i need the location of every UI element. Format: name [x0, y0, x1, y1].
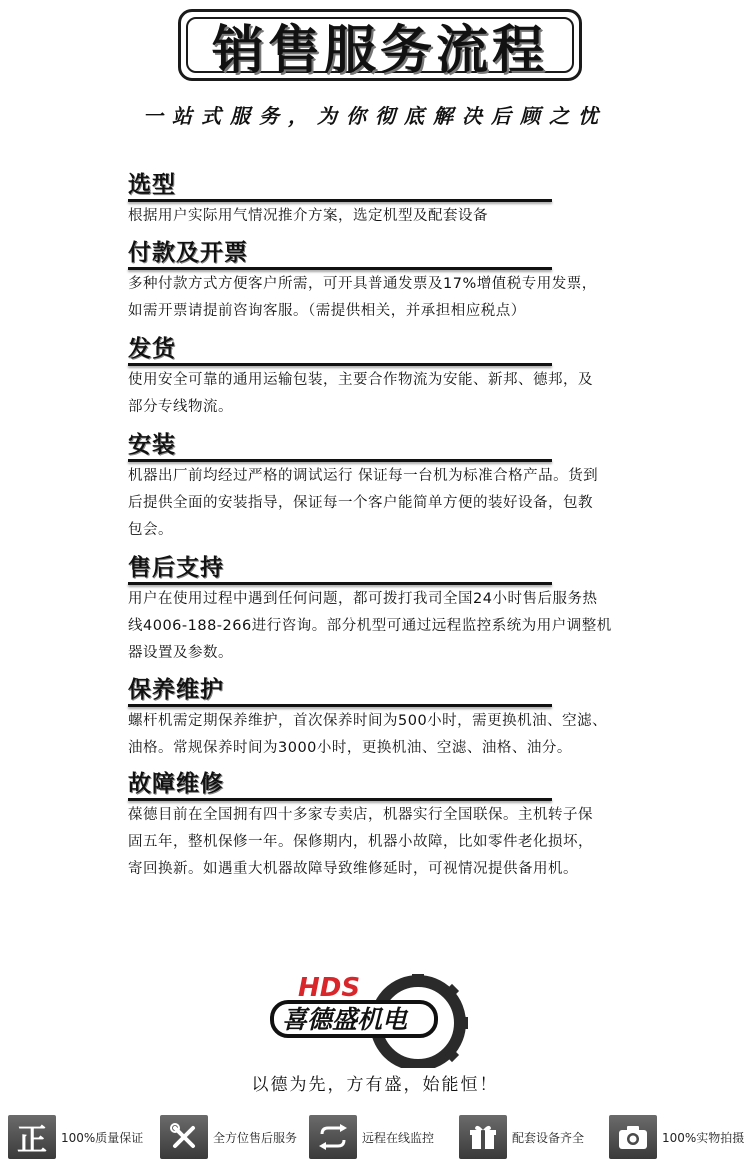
slogan: 一站式服务，为你彻底解决后顾之忧 — [143, 104, 607, 128]
section-payment — [128, 240, 648, 325]
section-line: 寄回换新。如遇重大机器故障导致维修延时，可视情况提供备用机。 — [128, 861, 578, 877]
section-title: 选型 — [128, 172, 176, 198]
section-rule — [128, 582, 552, 585]
monitor-loop-icon — [309, 1115, 357, 1159]
section-title: 故障维修 — [128, 771, 224, 797]
section-line: 多种付款方式方便客户所需，可开具普通发票及17%增值税专用发票， — [128, 276, 597, 292]
section-line: 用户在使用过程中遇到任何问题，都可拨打我司全国24小时售后服务热 — [128, 591, 598, 607]
section-body — [128, 271, 648, 325]
section-line: 部分专线物流。 — [128, 399, 233, 415]
section-body — [128, 708, 648, 762]
section-line: 后提供全面的安装指导，保证每一个客户能简单方便的装好设备，包教 — [128, 495, 593, 511]
section-line: 使用安全可靠的通用运输包装，主要合作物流为安能、新邦、德邦，及 — [128, 372, 593, 388]
title-banner — [178, 9, 582, 81]
section-maintenance — [128, 677, 648, 762]
section-body — [128, 802, 648, 883]
page-title: 销售服务流程 — [211, 20, 548, 81]
gift-icon — [459, 1115, 507, 1159]
feature-service — [160, 1115, 297, 1159]
brand-logo — [268, 968, 478, 1068]
section-selection — [128, 172, 648, 230]
section-shipping — [128, 336, 648, 421]
section-installation — [128, 432, 648, 544]
section-title: 安装 — [128, 432, 176, 458]
section-line: 机器出厂前均经过严格的调试运行 保证每一台机为标准合格产品。货到 — [128, 468, 599, 484]
feature-strip — [0, 1111, 750, 1163]
section-line: 器设置及参数。 — [128, 645, 233, 661]
section-title: 售后支持 — [128, 555, 224, 581]
feature-label: 100%实物拍摄 — [662, 1130, 745, 1145]
section-line: 螺杆机需定期保养维护，首次保养时间为500小时，需更换机油、空滤、 — [128, 713, 608, 729]
section-line: 固五年，整机保修一年。保修期内，机器小故障，比如零件老化损坏， — [128, 834, 593, 850]
section-title: 付款及开票 — [128, 240, 248, 266]
feature-label: 远程在线监控 — [362, 1130, 435, 1145]
feature-label: 配套设备齐全 — [512, 1130, 585, 1145]
section-line: 根据用户实际用气情况推介方案，选定机型及配套设备 — [128, 208, 488, 224]
section-line: 如需开票请提前咨询客服。（需提供相关，并承担相应税点） — [128, 303, 526, 319]
tools-icon — [160, 1115, 208, 1159]
feature-quality — [8, 1115, 143, 1159]
section-title: 发货 — [128, 336, 176, 362]
motto: 以德为先，方有盛，始能恒！ — [251, 1075, 499, 1095]
feature-label: 100%质量保证 — [61, 1130, 144, 1145]
section-line: 油格。常规保养时间为3000小时，更换机油、空滤、油格、油分。 — [128, 740, 572, 756]
brand-en: HDS — [298, 973, 361, 1003]
section-rule — [128, 704, 552, 707]
section-body — [128, 586, 648, 667]
section-line: 线4006-188-266进行咨询。部分机型可通过远程监控系统为用户调整机 — [128, 618, 612, 634]
section-rule — [128, 798, 552, 801]
section-body — [128, 463, 648, 544]
brand-cn: 喜德盛机电 — [282, 1005, 408, 1034]
section-repair — [128, 771, 648, 883]
section-body — [128, 367, 648, 421]
feature-label: 全方位售后服务 — [213, 1130, 298, 1145]
camera-icon — [609, 1115, 657, 1159]
section-after-sales — [128, 555, 648, 667]
section-line: 包会。 — [128, 522, 173, 538]
section-rule — [128, 267, 552, 270]
feature-equipment — [459, 1115, 584, 1159]
section-rule — [128, 363, 552, 366]
feature-monitor — [309, 1115, 434, 1159]
section-line: 葆德目前在全国拥有四十多家专卖店，机器实行全国联保。主机转子保 — [128, 807, 593, 823]
section-title: 保养维护 — [128, 677, 224, 703]
section-rule — [128, 199, 552, 202]
section-body — [128, 203, 648, 230]
section-rule — [128, 459, 552, 462]
feature-photos — [609, 1115, 744, 1159]
zheng-icon: 正 — [8, 1115, 56, 1159]
